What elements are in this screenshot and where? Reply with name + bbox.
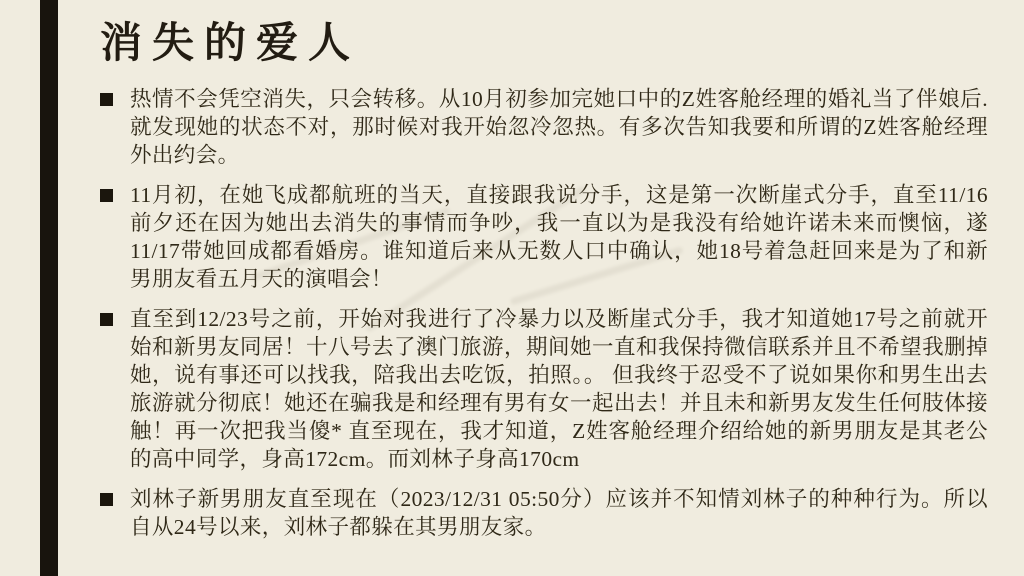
square-bullet-icon: [100, 493, 113, 506]
slide-content: [100, 18, 995, 553]
bullet-item: [100, 485, 995, 541]
bullet-list: [100, 85, 995, 541]
bullet-item: [100, 85, 995, 169]
bullet-text: 11月初，在她飞成都航班的当天，直接跟我说分手，这是第一次断崖式分手，直至11/16前夕还在因为她出去消失的事情而争吵，我一直以为是我没有给她许诺未来而懊恼，遂11/17带她回成都看婚房。谁知道后来从无数人口中确认，她18号着急赶回来是为了和新男朋友看五月天的演唱会！: [130, 183, 988, 291]
square-bullet-icon: [100, 313, 113, 326]
bullet-text: 刘林子新男朋友直至现在（2023/12/31 05:50分）应该并不知情刘林子的种种行为。所以自从24号以来，刘林子都躲在其男朋友家。: [130, 487, 988, 539]
square-bullet-icon: [100, 189, 113, 202]
bullet-text: 直至到12/23号之前，开始对我进行了冷暴力以及断崖式分手，我才知道她17号之前就开始和新男友同居！十八号去了澳门旅游，期间她一直和我保持微信联系并且不希望我删掉她，说有事还可以找我，陪我出去吃饭，拍照。。 但我终于忍受不了说如果你和男生出去旅游就分彻底！她还在骗我是和经理有男有女一起出去！并且未和新男友发生任何肢体接触！再一次把我当傻* 直至现在，我才知道，Z姓客舱经理介绍给她的新男朋友是其老公的高中同学，身高172cm。而刘林子身高170cm: [130, 307, 988, 471]
square-bullet-icon: [100, 93, 113, 106]
left-accent-bar: [40, 0, 58, 576]
bullet-item: [100, 305, 995, 473]
bullet-item: [100, 181, 995, 293]
bullet-text: 热情不会凭空消失，只会转移。从10月初参加完她口中的Z姓客舱经理的婚礼当了伴娘后.就发现她的状态不对，那时候对我开始忽冷忽热。有多次告知我要和所谓的Z姓客舱经理外出约会。: [130, 87, 988, 167]
slide-title: 消失的爱人: [100, 21, 361, 67]
